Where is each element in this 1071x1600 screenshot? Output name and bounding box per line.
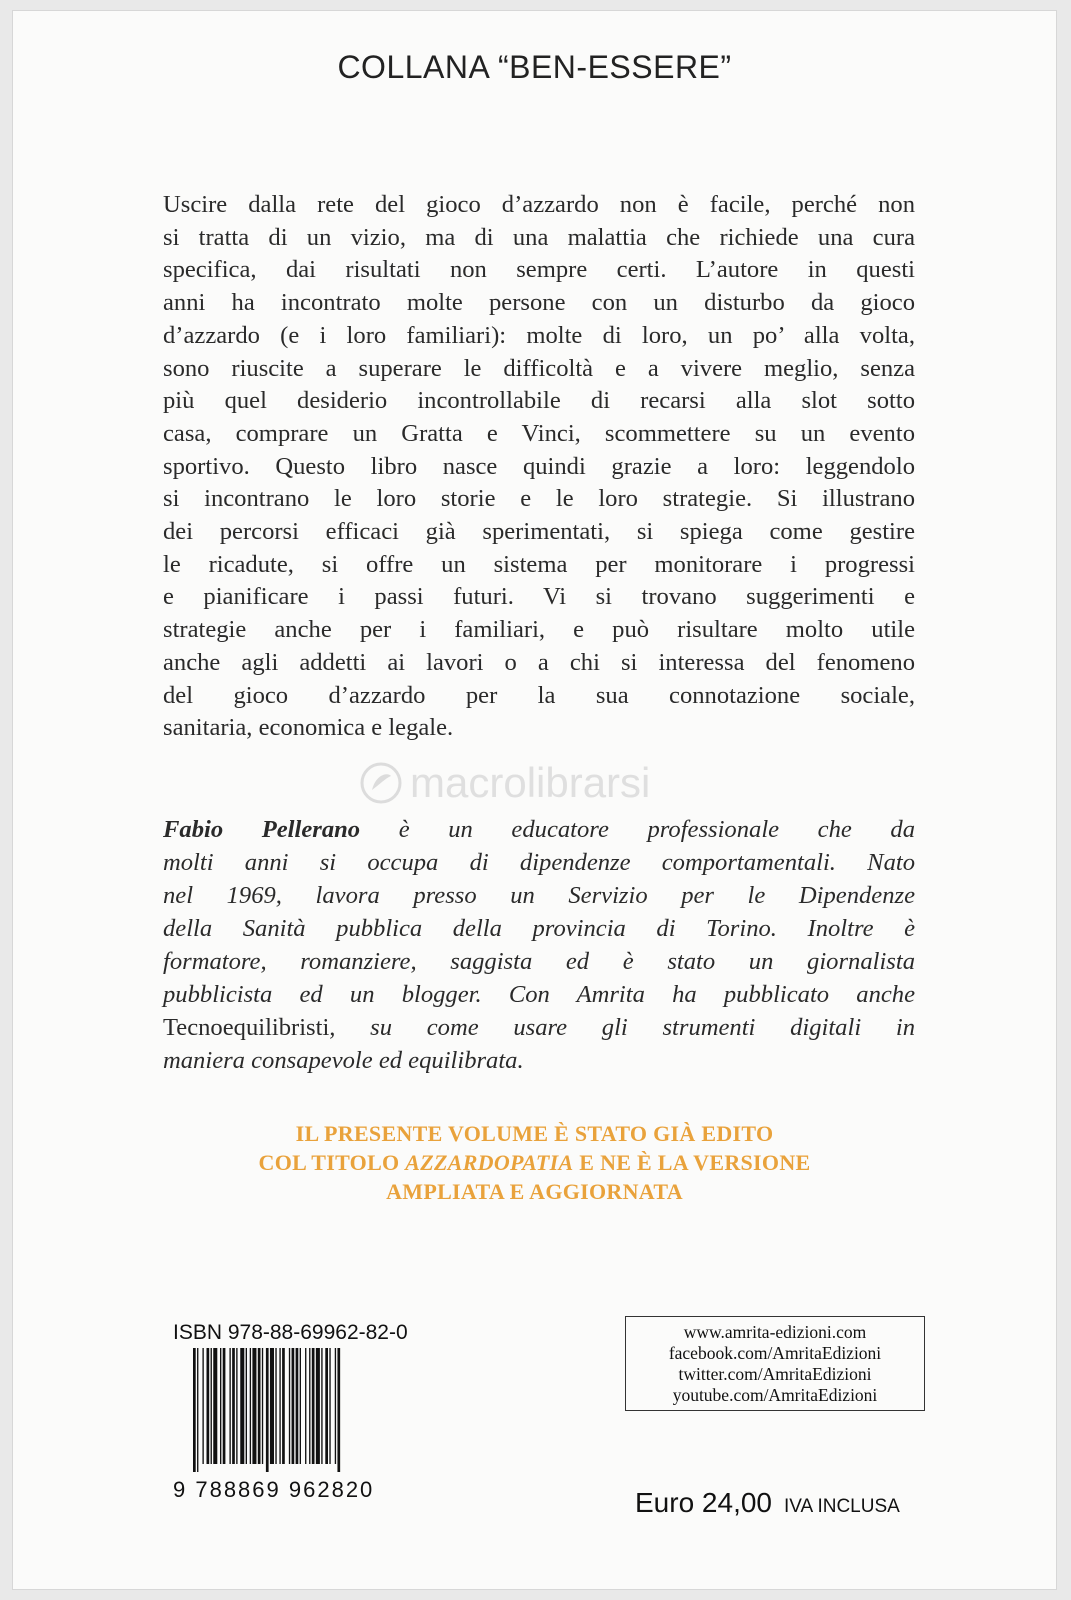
barcode-bar (296, 1348, 299, 1464)
barcode-bar (207, 1348, 210, 1464)
blurb-line: più quel desiderio incontrollabile di recarsi alla slot sotto (163, 387, 915, 415)
barcode-bar (329, 1348, 330, 1464)
author-bio (163, 813, 915, 1077)
barcode-bar (279, 1348, 280, 1464)
price (635, 1487, 900, 1519)
twitter-link[interactable]: twitter.com/AmritaEdizioni (678, 1364, 872, 1384)
blurb-line: si incontrano le loro storie e le loro strategie. Si illustrano (163, 485, 915, 513)
bio-text: , su come usare gli strumenti digitali in (329, 1014, 915, 1041)
blurb-line: Uscire dalla rete del gioco d’azzardo non è facile, perché non (163, 191, 915, 218)
price-amount: Euro 24,00 (635, 1487, 772, 1518)
blurb-line: del gioco d’azzardo per la sua connotazione sociale, (163, 681, 915, 709)
barcode-bar (252, 1348, 256, 1464)
barcode-bar (193, 1348, 196, 1472)
barcode-bar (223, 1348, 226, 1464)
barcode-bar (335, 1348, 336, 1464)
youtube-link[interactable]: youtube.com/AmritaEdizioni (672, 1385, 878, 1405)
notice-line: AMPLIATA E AGGIORNATA (386, 1179, 683, 1204)
barcode-bar (229, 1348, 230, 1464)
bio-line: maniera consapevole ed equilibrata. (163, 1047, 524, 1074)
blurb-line: anche agli addetti ai lavori o a chi si interessa del fenomeno (163, 648, 915, 676)
bio-line: nel 1969, lavora presso un Servizio per le Dipendenze (163, 882, 915, 909)
bio-line (163, 1011, 915, 1044)
barcode-bar (292, 1348, 295, 1464)
barcode-bar (232, 1348, 235, 1464)
barcode-bar (250, 1348, 251, 1464)
barcode-bar (197, 1348, 198, 1472)
bio-line: pubblicista ed un blogger. Con Amrita ha pubblicato anche (163, 981, 915, 1008)
barcode-bar (202, 1348, 203, 1464)
barcode-bar (258, 1348, 261, 1464)
series-title: COLLANA “BEN-ESSERE” (337, 49, 732, 85)
barcode-bar (282, 1348, 285, 1464)
blurb-line: strategie anche per i familiari, e può risultare molto utile (163, 616, 915, 644)
website-link[interactable]: www.amrita-edizioni.com (683, 1322, 867, 1342)
barcode-bar (246, 1348, 247, 1464)
web-links-box (625, 1316, 925, 1411)
edition-notice (13, 1119, 1056, 1206)
barcode-digits: 9 788869 962820 (173, 1477, 375, 1502)
barcode-bar (325, 1348, 328, 1464)
blurb-line: casa, comprare un Gratta e Vinci, scommettere su un evento (163, 419, 915, 447)
barcode-bar (211, 1348, 212, 1464)
barcode-bar (270, 1348, 274, 1464)
barcode-bar (309, 1348, 310, 1464)
bio-line: della Sanità pubblica della provincia di Torino. Inoltre è (163, 915, 915, 942)
book-back-cover (12, 10, 1057, 1590)
barcode-bar (337, 1348, 340, 1472)
blurb-line: si tratta di un vizio, ma di una malattia che richiede una cura (163, 223, 915, 251)
notice-line: IL PRESENTE VOLUME È STATO GIÀ EDITO (295, 1121, 774, 1146)
barcode-bar (289, 1348, 290, 1464)
book-blurb (163, 189, 915, 745)
barcode-bar (236, 1348, 237, 1464)
barcode-bar (262, 1348, 263, 1464)
blurb-line: sanitaria, economica e legale. (163, 714, 454, 742)
barcode-bar (321, 1348, 322, 1464)
barcode-bar (312, 1348, 315, 1464)
barcode-bar (300, 1348, 301, 1464)
watermark-text: macrolibrarsi (410, 759, 651, 806)
barcode-bar (316, 1348, 320, 1464)
barcode-bar (266, 1348, 269, 1472)
bio-text: è un educatore professionale che da (360, 816, 916, 843)
barcode-bar (275, 1348, 276, 1464)
barcode (193, 1348, 411, 1472)
blurb-line: sportivo. Questo libro nasce quindi grazie a loro: leggendolo (163, 452, 915, 480)
isbn-label: ISBN 978-88-69962-82-0 (173, 1321, 408, 1344)
blurb-line: e pianificare i passi futuri. Vi si trovano suggerimenti e (163, 583, 915, 611)
barcode-bar (305, 1348, 306, 1464)
notice-text: E NE È LA VERSIONE (573, 1150, 811, 1175)
blurb-line: specifica, dai risultati non sempre certi. L’autore in questi (163, 256, 915, 284)
blurb-line: d’azzardo (e i loro familiari): molte di loro, un po’ alla volta, (163, 321, 915, 349)
facebook-link[interactable]: facebook.com/AmritaEdizioni (668, 1343, 882, 1363)
blurb-line: anni ha incontrato molte persone con un disturbo da gioco (163, 289, 915, 317)
bio-line: formatore, romanziere, saggista ed è stato un giornalista (163, 948, 915, 975)
bio-line (163, 813, 915, 846)
barcode-bar (240, 1348, 244, 1464)
blurb-line: dei percorsi efficaci già sperimentati, si spiega come gestire (163, 518, 915, 546)
price-vat: IVA INCLUSA (784, 1496, 900, 1517)
barcode-bar (213, 1348, 217, 1464)
bio-line: molti anni si occupa di dipendenze comportamentali. Nato (163, 849, 915, 876)
watermark-logo-icon (358, 760, 404, 806)
book-title: Tecnoequilibristi (163, 1014, 330, 1041)
blurb-line: sono riuscite a superare le difficoltà e a vivere meglio, senza (163, 354, 915, 382)
notice-text: COL TITOLO (258, 1150, 406, 1175)
author-name: Fabio Pellerano (163, 816, 361, 843)
notice-line (13, 1148, 1056, 1177)
previous-title: AZZARDOPATIA (405, 1150, 574, 1175)
blurb-line: le ricadute, si offre un sistema per monitorare i progressi (163, 550, 915, 578)
barcode-bar (220, 1348, 221, 1464)
watermark (358, 759, 650, 807)
